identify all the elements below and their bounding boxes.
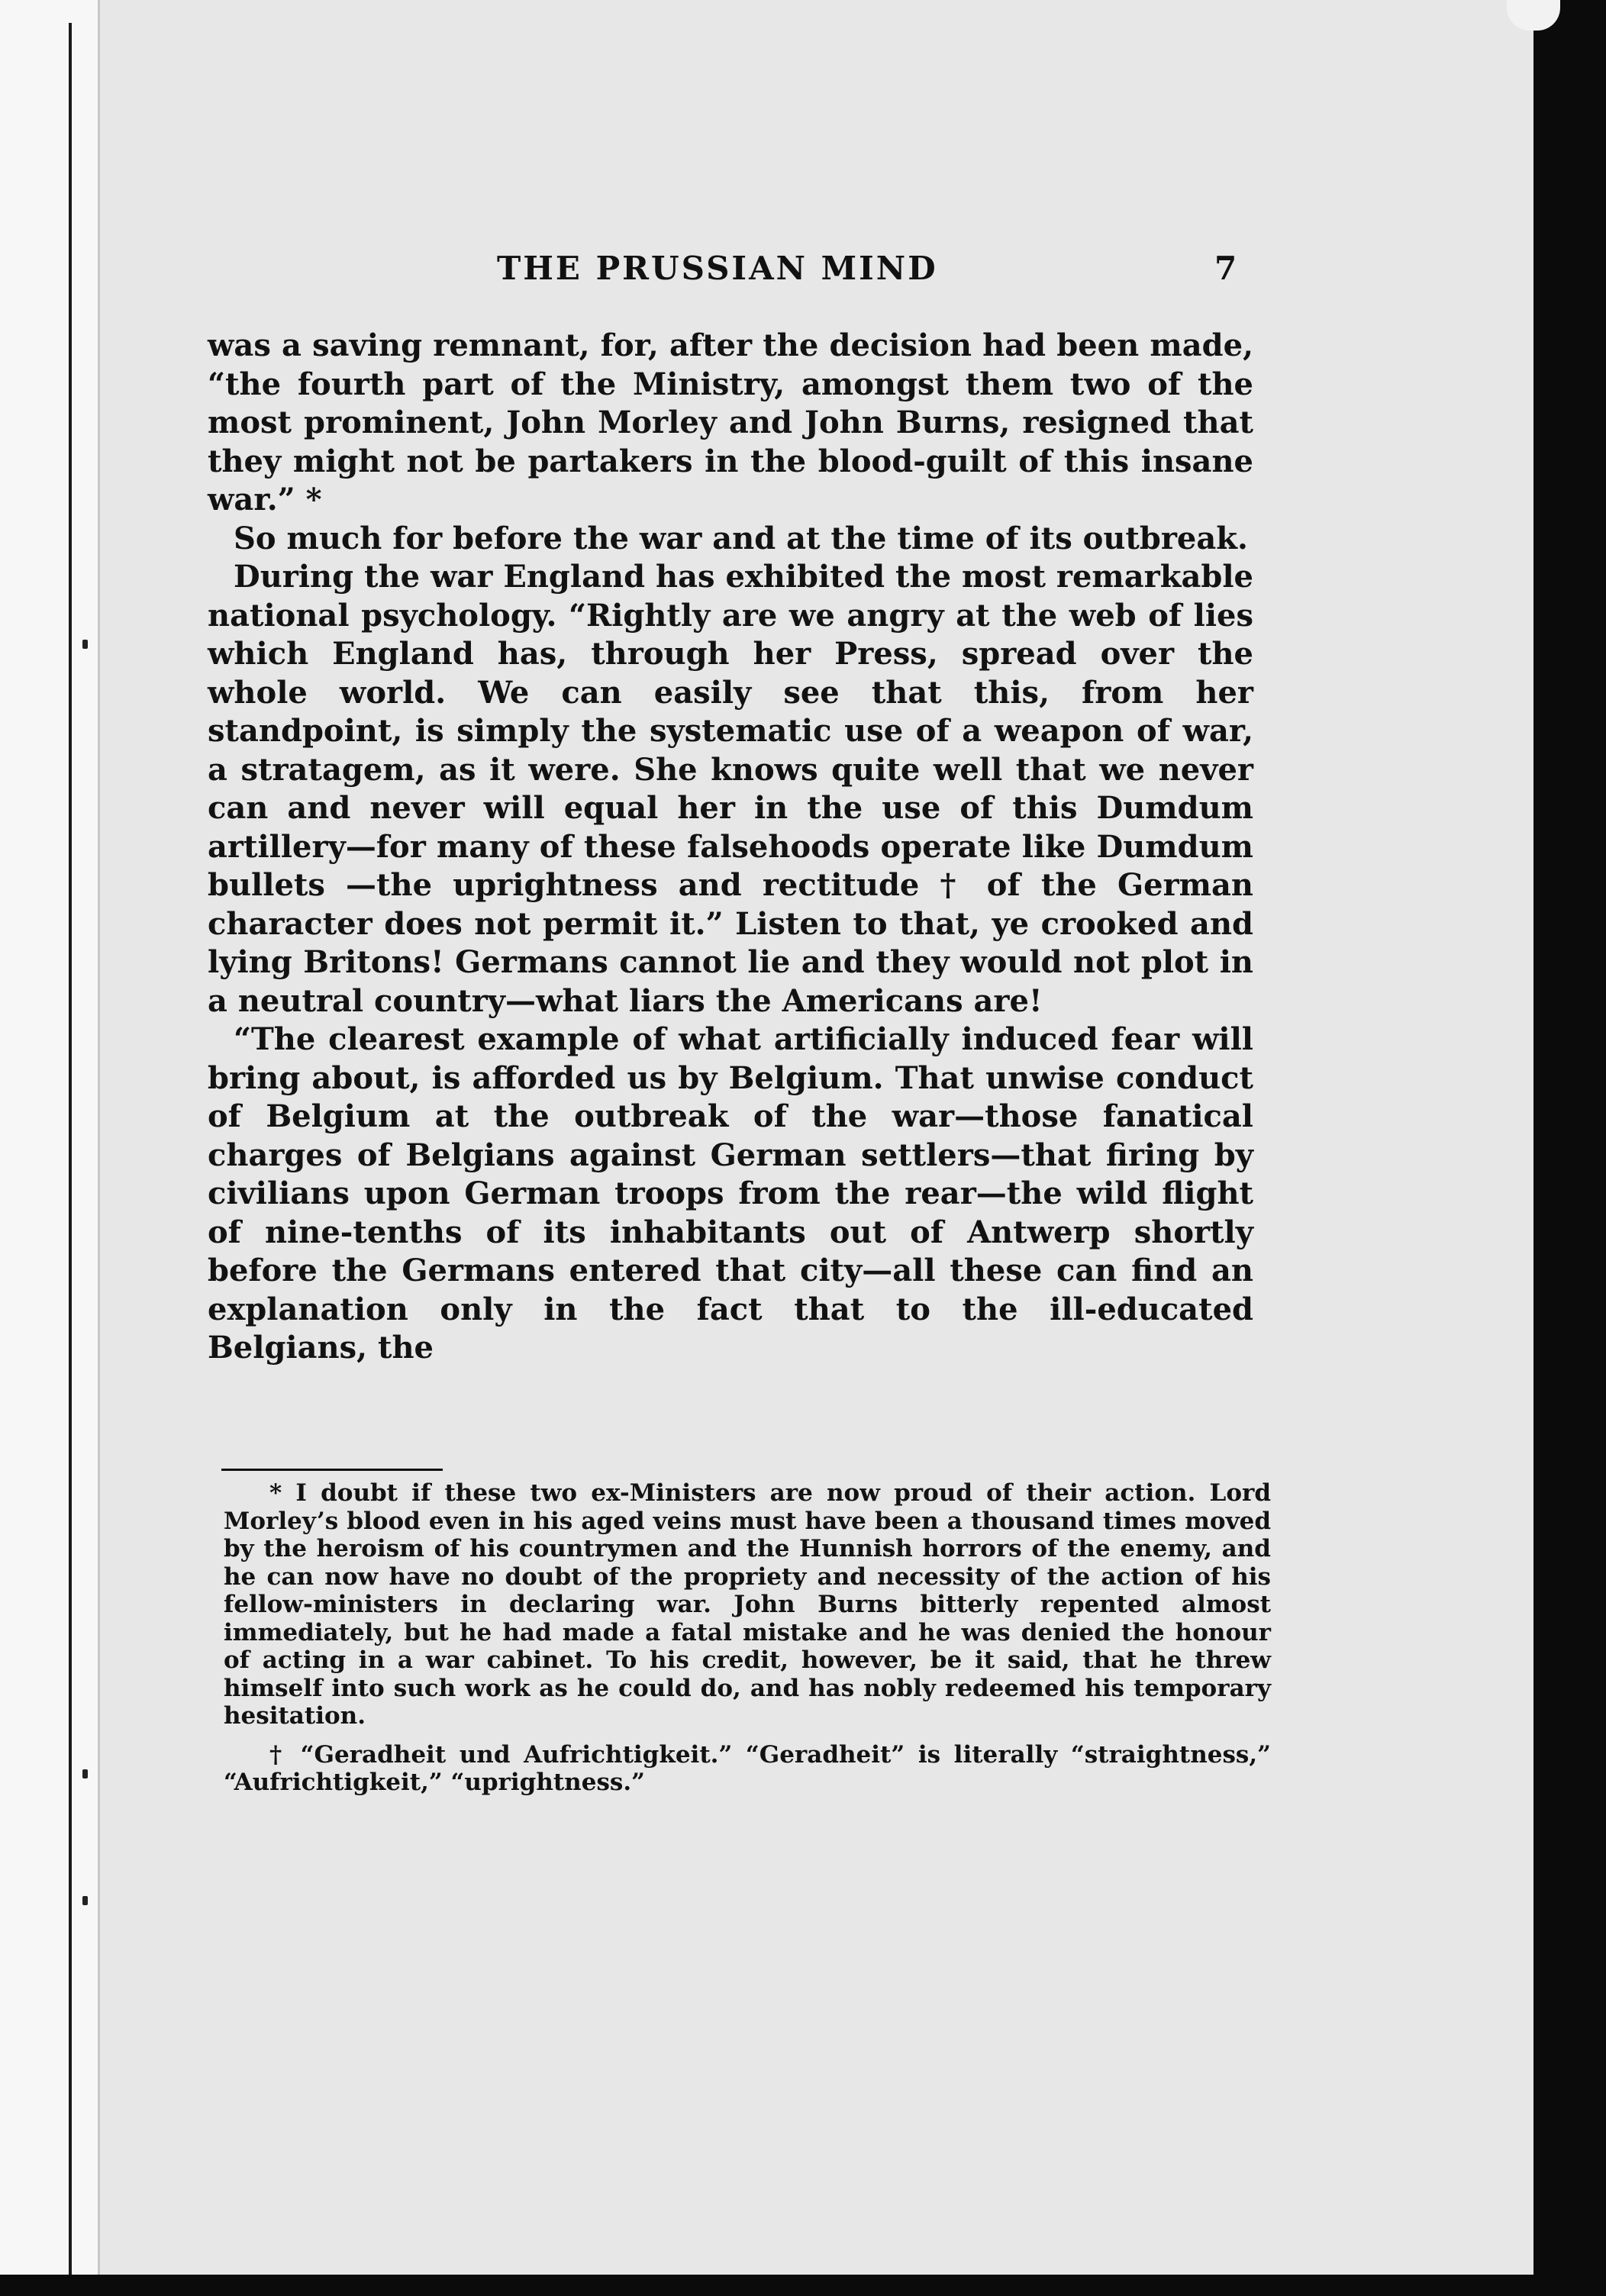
paragraph: During the war England has exhibited the most remarkable national psychology. “Rightly are we angry at the web of lies which England has, through her Press, spread over the whole world. We can easily see that this, from her standpoint, is simply the systematic use of a weapon of war, a stratagem, as it were. She knows quite well that we never can and never will equal her in the use of this Dumdum artillery—for many of these falsehoods operate like Dumdum bullets —the uprightness and rectitude † of the German character does not permit it.” Listen to that, ye crooked and lying Britons! Germans cannot lie and they would not plot in a neutral country—what liars the Americans are! bbox=[208, 559, 1253, 1019]
gutter-mark bbox=[82, 640, 88, 649]
paragraph: “The clearest example of what artificially induced fear will bring about, is afforded us by Belgium. That unwise conduct of Belgium at the outbreak of the war—those fanatical charges of Belgians against German settlers—that firing by civilians upon German troops from the rear—the wild flight of nine-tenths of its inhabitants out of Antwerp shortly before the Germans entered that city—all these can find an explanation only in the fact that to the ill-educated Belgians, the bbox=[208, 1021, 1253, 1366]
scan-border-right bbox=[1533, 0, 1606, 2296]
running-title: THE PRUSSIAN MIND bbox=[497, 250, 938, 287]
scan-left-margin bbox=[0, 0, 98, 2296]
facing-page-edge bbox=[69, 23, 72, 2275]
scan-border-bottom bbox=[0, 2275, 1606, 2296]
gutter-mark bbox=[82, 1896, 88, 1905]
footnote-rule bbox=[221, 1469, 443, 1471]
footnote: † “Geradheit und Aufrichtigkeit.” “Geradheit” is literally “straightness,” “Aufrichtigkeit,” “uprightness.” bbox=[224, 1740, 1271, 1796]
running-head bbox=[100, 250, 1536, 295]
footnote: * I doubt if these two ex-Ministers are now proud of their action. Lord Morley’s blood even in his aged veins must have been a thousand times moved by the heroism of his countrymen and the Hunnish horrors of the enemy, and he can now have no doubt of the propriety and necessity of the action of his fellow-ministers in declaring war. John Burns bitterly repented almost immediately, but he had made a fatal mistake and he was denied the honour of acting in a war cabinet. To his credit, however, be it said, that he threw himself into such work as he could do, and has nobly redeemed his temporary hesitation. bbox=[224, 1479, 1271, 1730]
page-number: 7 bbox=[1214, 250, 1237, 287]
gutter-mark bbox=[82, 1769, 88, 1778]
paragraph: So much for before the war and at the time of its outbreak. bbox=[234, 520, 1248, 556]
body-text bbox=[208, 327, 1253, 1368]
paragraph: was a saving remnant, for, after the decision had been made, “the fourth part of the Ministry, amongst them two of the most prominent, John Morley and John Burns, resigned that they might not be partakers in the blood-guilt of this insane war.” * bbox=[208, 327, 1253, 518]
footnotes bbox=[224, 1479, 1271, 1797]
